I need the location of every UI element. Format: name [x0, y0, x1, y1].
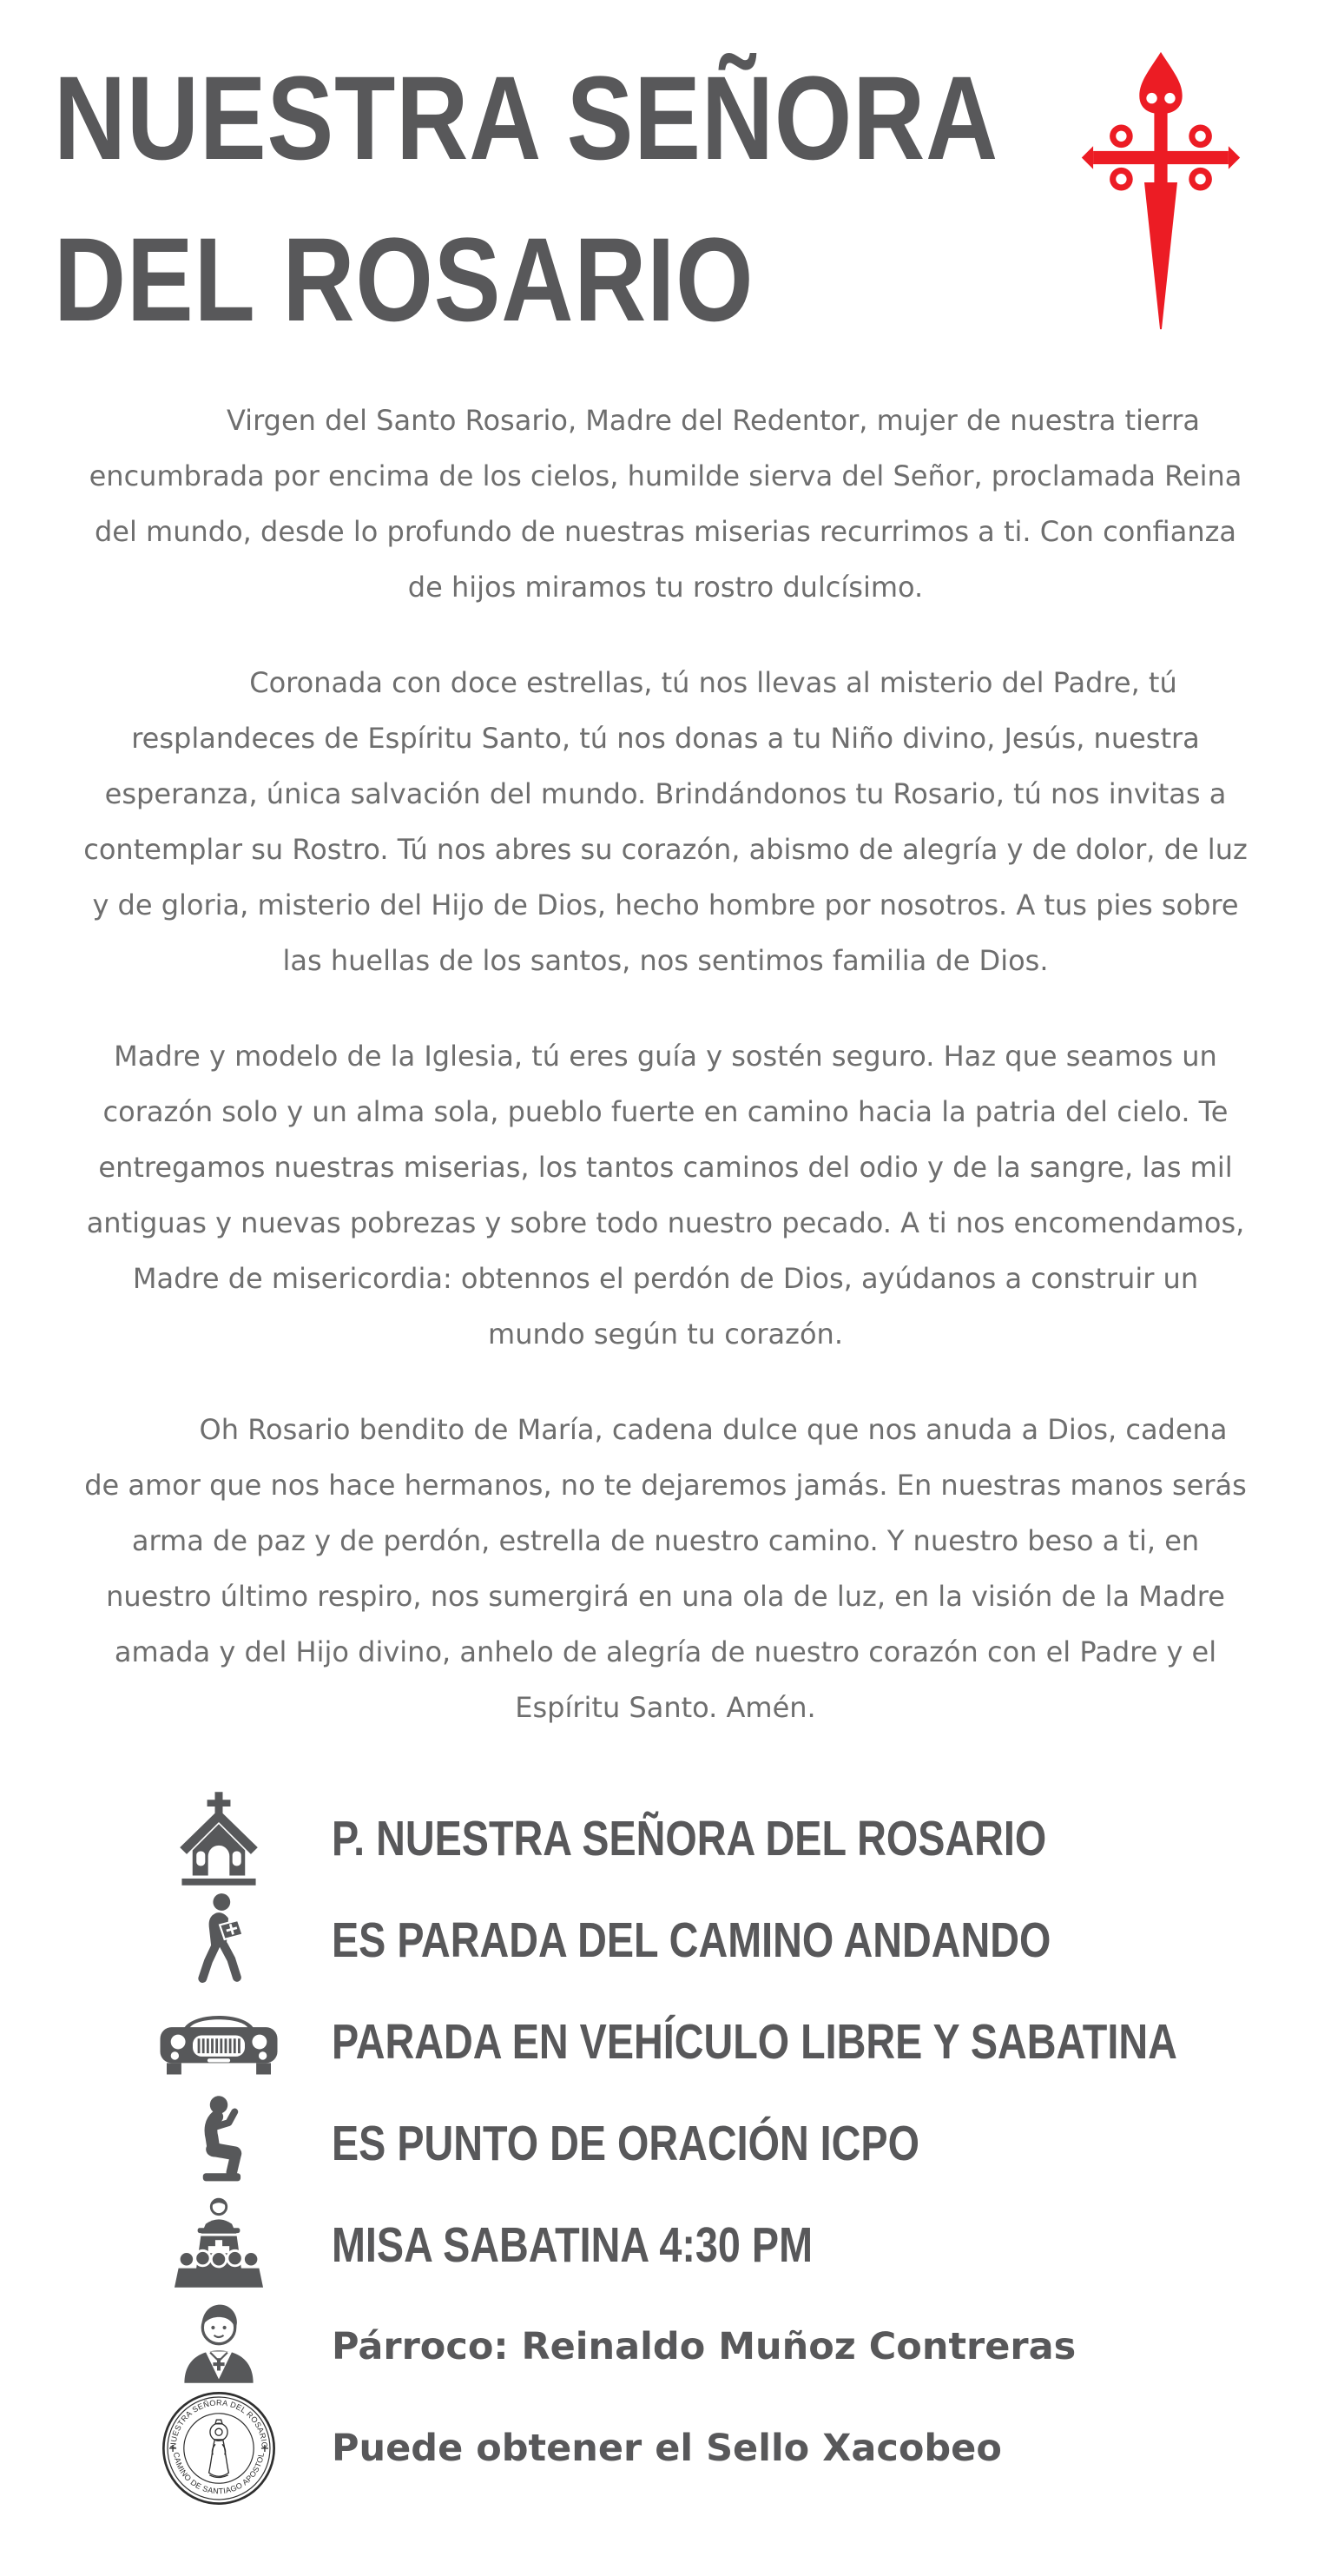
list-item	[146, 2397, 1279, 2499]
list-item-label: P. NUESTRA SEÑORA DEL ROSARIO	[332, 1810, 1047, 1866]
list-item-label: MISA SABATINA 4:30 PM	[332, 2216, 814, 2273]
list-item-label: Párroco: Reinaldo Muñoz Contreras	[332, 2324, 1077, 2368]
list-item	[146, 2194, 1279, 2295]
list-item-label: Puede obtener el Sello Xacobeo	[332, 2426, 1002, 2470]
page-title-line2: DEL ROSARIO	[54, 214, 754, 347]
list-item	[146, 1991, 1279, 2092]
page-title	[54, 38, 998, 362]
pilgrim-walking-icon	[146, 1892, 292, 1988]
prayer-paragraph: Coronada con doce estrellas, tú nos llevas al misterio del Padre, tú resplandeces de Espíritu Santo, tú nos donas a tu Niño divino, Jesús, nuestra esperanza, única salvación del mundo. Brindándonos tu Rosario, tú nos invitas a contemplar su Rostro. Tú nos abres su corazón, abismo de alegría y de dolor, de luz y de gloria, misterio del Hijo de Dios, hecho hombre por nosotros. A tus pies sobre las huellas de los santos, nos sentimos familia de Dios.	[83, 666, 1248, 977]
prayer-paragraph: Madre y modelo de la Iglesia, tú eres guía y sostén seguro. Haz que seamos un corazón solo y un alma sola, pueblo fuerte en camino hacia la patria del cielo. Te entregamos nuestras miserias, los tantos caminos del odio y de la sangre, las mil antiguas y nuevas pobrezas y sobre todo nuestro pecado. A ti nos encomendamos, Madre de misericordia: obtennos el perdón de Dios, ayúdanos a construir un mundo según tu corazón.	[86, 1040, 1245, 1351]
list-item	[146, 2295, 1279, 2397]
kneeling-prayer-icon	[146, 2094, 292, 2193]
list-item	[146, 1889, 1279, 1991]
mass-icon	[146, 2195, 292, 2295]
church-icon	[146, 1790, 292, 1887]
list-item-label: PARADA EN VEHÍCULO LIBRE Y SABATINA	[332, 2013, 1177, 2070]
seal-bottom-text: CAMINO DE SANTIAGO APOSTOL	[171, 2451, 267, 2495]
car-icon	[146, 2001, 292, 2083]
prayer-section	[83, 393, 1248, 1775]
prayer-paragraph: Virgen del Santo Rosario, Madre del Redentor, mujer de nuestra tierra encumbrada por encima de los cielos, humilde sierva del Señor, proclamada Reina del mundo, desde lo profundo de nuestras miserias recurrimos a ti. Con confianza de hijos miramos tu rostro dulcísimo.	[89, 404, 1242, 604]
list-item-label: ES PARADA DEL CAMINO ANDANDO	[332, 1912, 1051, 1968]
priest-icon	[146, 2299, 292, 2394]
seal-top-text: NUESTRA SEÑORA DEL ROSARIO	[168, 2397, 269, 2448]
prayer-paragraph: Oh Rosario bendito de María, cadena dulce que nos anuda a Dios, cadena de amor que nos hace hermanos, no te dejaremos jamás. En nuestras manos serás arma de paz y de perdón, estrella de nuestro camino. Y nuestro beso a ti, en nuestro último respiro, nos sumergirá en una ola de luz, en la visión de la Madre amada y del Hijo divino, anhelo de alegría de nuestro corazón con el Padre y el Espíritu Santo. Amén.	[84, 1413, 1247, 1724]
list-item	[146, 1787, 1279, 1889]
cross-of-saint-james-icon	[1078, 50, 1243, 335]
list-item	[146, 2092, 1279, 2194]
xacobeo-seal-icon	[146, 2390, 292, 2507]
info-list	[146, 1787, 1279, 2499]
list-item-label: ES PUNTO DE ORACIÓN ICPO	[332, 2115, 919, 2171]
page-title-line1: NUESTRA SEÑORA	[54, 52, 999, 185]
